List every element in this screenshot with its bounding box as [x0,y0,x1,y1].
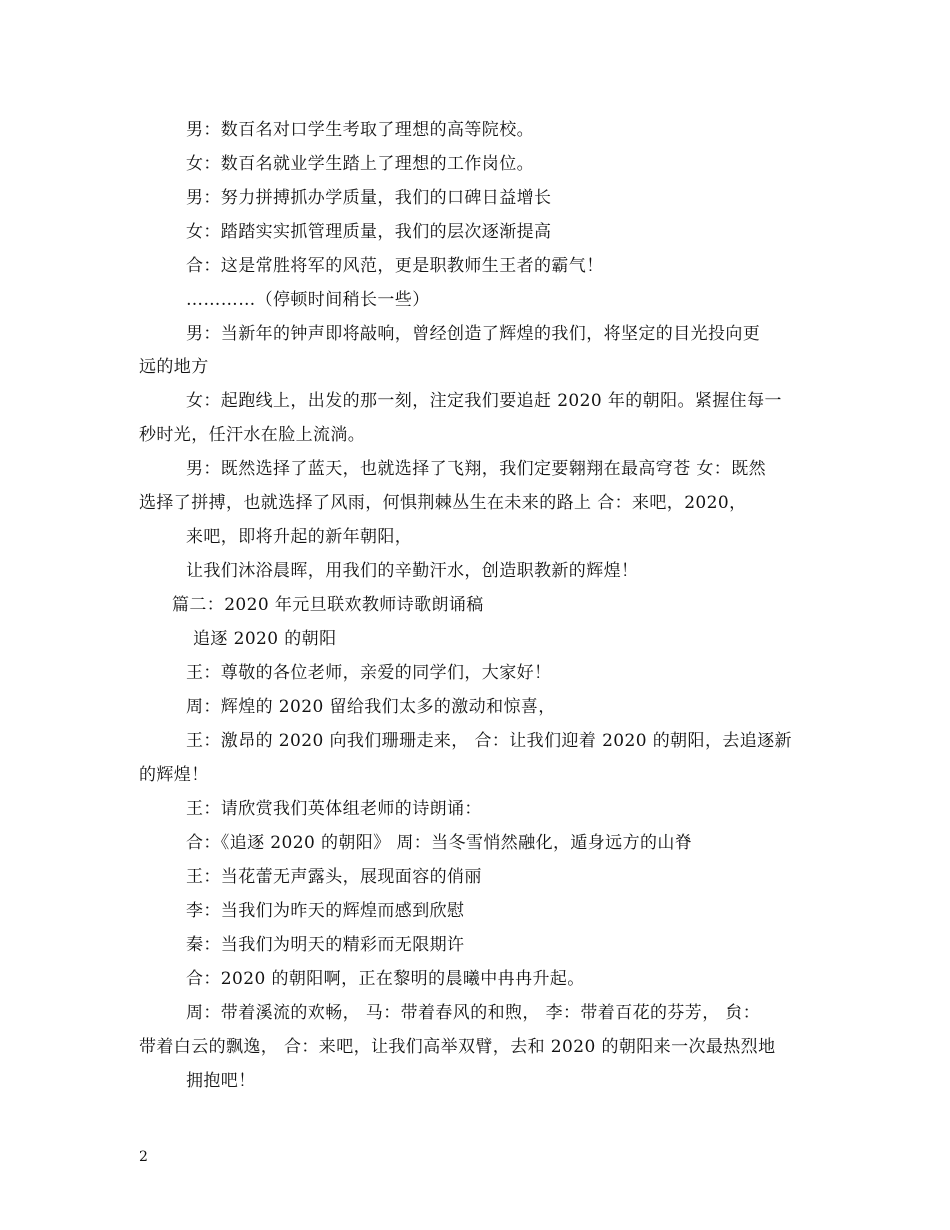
poem-title: 追逐 2020 的朝阳 [193,629,337,649]
text-line: 王：尊敬的各位老师，亲爱的同学们，大家好！ [186,663,552,683]
text-line: 来吧，即将升起的新年朝阳， [186,527,413,547]
text-line: 王：当花蕾无声露头，展现面容的俏丽 [186,867,482,887]
text-line: 王：请欣赏我们英体组老师的诗朗诵： [186,799,482,819]
text-line: 让我们沐浴晨晖，用我们的辛勤汗水，创造职教新的辉煌！ [186,561,639,581]
text-line: 女：起跑线上，出发的那一刻，注定我们要追赶 2020 年的朝阳。紧握住每一 [186,391,782,411]
stage-direction: …………（停顿时间稍长一些） [186,290,430,310]
text-line: 合：2020 的朝阳啊，正在黎明的晨曦中冉冉升起。 [186,969,585,989]
text-line: 合：《追逐 2020 的朝阳》 周：当冬雪悄然融化，遁身远方的山脊 [186,833,693,853]
text-line: 女：踏踏实实抓管理质量，我们的层次逐渐提高 [186,222,552,242]
text-line: 男：既然选择了蓝天，也就选择了飞翔，我们定要翱翔在最高穹苍 女：既然 [186,459,767,479]
text-line: 男：当新年的钟声即将敲响，曾经创造了辉煌的我们，将坚定的目光投向更 [186,324,761,344]
text-line: 秦：当我们为明天的精彩而无限期许 [186,935,465,955]
text-line: 王：激昂的 2020 向我们珊珊走来， 合：让我们迎着 2020 的朝阳，去追逐新 [186,731,792,751]
text-line: 秒时光，任汗水在脸上流淌。 [139,425,366,445]
section-heading: 篇二：2020 年元旦联欢教师诗歌朗诵稿 [172,595,484,615]
text-line: 带着白云的飘逸， 合：来吧，让我们高举双臂，去和 2020 的朝阳来一次最热烈地 [139,1037,776,1057]
text-line: 周：辉煌的 2020 留给我们太多的激动和惊喜， [186,697,556,717]
text-line: 选择了拼搏，也就选择了风雨，何惧荆棘丛生在未来的路上 合：来吧，2020， [139,493,747,513]
text-line: 合：这是常胜将军的风范，更是职教师生王者的霸气！ [186,256,604,276]
text-line: 远的地方 [139,357,209,377]
text-line: 男：数百名对口学生考取了理想的高等院校。 [186,120,534,140]
text-line: 的辉煌！ [139,765,209,785]
text-line: 周：带着溪流的欢畅， 马：带着春风的和煦， 李：带着百花的芬芳， 贠： [186,1003,761,1023]
text-line: 男：努力拼搏抓办学质量，我们的口碑日益增长 [186,188,552,208]
page-number: 2 [139,1149,148,1165]
text-line: 拥抱吧！ [186,1071,256,1091]
text-line: 女：数百名就业学生踏上了理想的工作岗位。 [186,154,534,174]
text-line: 李：当我们为昨天的辉煌而感到欣慰 [186,901,465,921]
